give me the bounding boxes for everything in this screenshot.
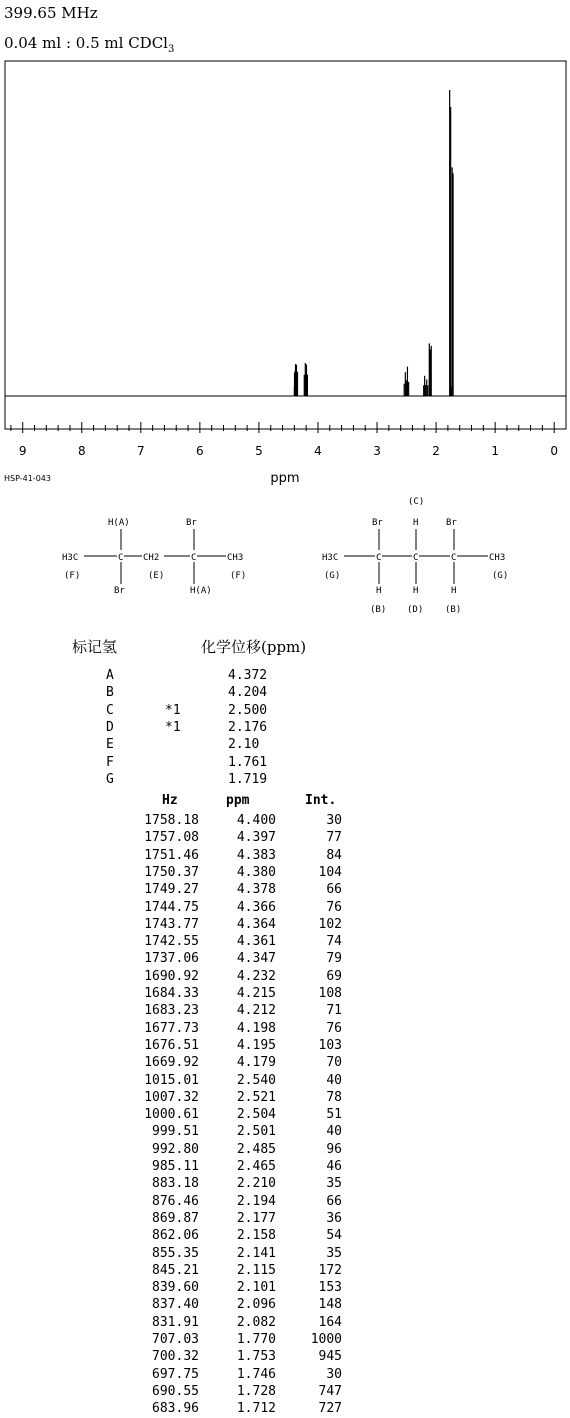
peak-ppm: 2.521 <box>236 1089 276 1105</box>
peak-ppm: 2.485 <box>236 1141 276 1157</box>
assignment-header-shift: 化学位移(ppm) <box>201 638 307 656</box>
table-row <box>0 1315 400 1332</box>
assignment-row <box>0 772 400 789</box>
x-tick-label: 5 <box>255 444 263 458</box>
peak-ppm: 4.397 <box>236 830 276 846</box>
table-row <box>0 1124 400 1141</box>
atom-h-bottom-3: H <box>451 586 457 596</box>
peak-ppm: 4.347 <box>236 951 276 967</box>
peak-ppm: 4.364 <box>236 916 276 932</box>
x-tick-label: 4 <box>314 444 322 458</box>
peak-intensity: 1000 <box>310 1332 342 1347</box>
peak-ppm: 2.096 <box>236 1297 276 1313</box>
label-g-right: (G) <box>492 571 509 581</box>
peak-hz: 862.06 <box>152 1228 199 1244</box>
peak-intensity: 51 <box>326 1107 342 1123</box>
peak-intensity: 78 <box>326 1089 342 1105</box>
peak-ppm: 2.101 <box>236 1280 276 1296</box>
peak-ppm: 2.141 <box>236 1245 276 1261</box>
label-f-right: (F) <box>230 571 247 581</box>
peak-hz: 1677.73 <box>144 1020 199 1036</box>
peak-ppm: 4.366 <box>236 899 276 915</box>
peak-intensity: 35 <box>326 1245 342 1261</box>
structure-right <box>322 497 508 615</box>
label-b-left: (B) <box>370 605 387 615</box>
peak-hz: 700.32 <box>152 1349 199 1365</box>
table-row <box>0 900 400 917</box>
peak-table-header <box>0 793 400 810</box>
peak-hz: 1751.46 <box>144 847 199 863</box>
peaks-group <box>294 90 453 396</box>
table-row <box>0 1003 400 1020</box>
table-row <box>0 1384 400 1401</box>
atom-ch3-right: CH3 <box>489 553 506 563</box>
assignment-label: E <box>106 737 114 753</box>
peak-intensity: 40 <box>326 1124 342 1140</box>
peak-intensity: 153 <box>318 1280 342 1296</box>
peak-ppm: 2.540 <box>236 1072 276 1088</box>
atom-c2-right: C <box>413 553 419 563</box>
plot-frame <box>5 61 566 429</box>
peak-intensity: 30 <box>326 813 342 828</box>
peak-ppm: 2.504 <box>236 1107 276 1123</box>
peak-hz: 855.35 <box>152 1245 199 1261</box>
label-g-left: (G) <box>324 571 341 581</box>
peak-intensity: 108 <box>318 986 342 1001</box>
peak-hz: 1690.92 <box>144 968 199 984</box>
table-row <box>0 917 400 934</box>
peak-intensity: 96 <box>326 1141 342 1157</box>
assignment-label: C <box>106 702 114 718</box>
table-row <box>0 934 400 951</box>
peak-hz: 992.80 <box>152 1141 199 1157</box>
atom-c1-right: C <box>376 553 382 563</box>
peak-hz: 697.75 <box>152 1366 199 1382</box>
peak-intensity: 70 <box>326 1055 342 1071</box>
peak-intensity: 40 <box>326 1072 342 1088</box>
peak-intensity: 66 <box>326 1193 342 1209</box>
peak-hz: 707.03 <box>152 1332 199 1347</box>
label-br-bottom-left: Br <box>114 586 125 596</box>
peak-hz: 883.18 <box>152 1176 199 1192</box>
table-row <box>0 1280 400 1297</box>
peak-ppm: 1.728 <box>236 1383 276 1399</box>
table-row <box>0 848 400 865</box>
x-tick-label: 9 <box>18 444 27 458</box>
table-row <box>0 1038 400 1055</box>
peak-ppm: 2.158 <box>236 1228 276 1244</box>
atom-h-top: H <box>413 518 419 528</box>
peak-ppm: 4.179 <box>236 1055 276 1071</box>
peak-header-1: ppm <box>226 793 250 808</box>
atom-c2-left: C <box>191 553 197 563</box>
table-row <box>0 951 400 968</box>
peak-ppm: 4.378 <box>236 882 276 898</box>
sample-subscript: 3 <box>167 44 175 55</box>
atom-h3c-left: H3C <box>62 553 79 563</box>
atom-h-bottom-2: H <box>413 586 419 596</box>
table-row <box>0 813 400 830</box>
peak-ppm: 4.215 <box>236 986 276 1001</box>
table-row <box>0 1107 400 1124</box>
peak-ppm: 1.712 <box>236 1401 276 1417</box>
assignment-shift: 4.372 <box>228 668 268 683</box>
peak-hz: 839.60 <box>152 1280 199 1296</box>
peak-header-2: Int. <box>305 793 337 808</box>
table-row <box>0 969 400 986</box>
assignment-row <box>0 703 400 720</box>
peak-hz: 869.87 <box>152 1210 199 1226</box>
peak-ppm: 1.746 <box>236 1366 276 1382</box>
peak-intensity: 35 <box>326 1176 342 1192</box>
peak-ppm: 4.232 <box>236 968 276 984</box>
table-row <box>0 1090 400 1107</box>
peak-ppm: 2.194 <box>236 1193 276 1209</box>
peak-intensity: 69 <box>326 968 342 984</box>
label-d: (D) <box>407 605 424 615</box>
table-row <box>0 986 400 1003</box>
assignment-label: B <box>106 685 114 701</box>
spectrum-code: HSP-41-043 <box>4 474 51 483</box>
atom-c1-left: C <box>118 553 124 563</box>
peak-hz: 1669.92 <box>144 1055 199 1071</box>
peak-ppm: 4.212 <box>236 1003 276 1019</box>
x-tick-label: 0 <box>550 444 559 458</box>
table-row <box>0 882 400 899</box>
peak-ppm: 2.465 <box>236 1159 276 1174</box>
assignment-shift: 4.204 <box>228 685 268 701</box>
peak-intensity: 104 <box>318 864 342 880</box>
table-row <box>0 1349 400 1366</box>
assignment-shift: 1.719 <box>228 771 268 787</box>
sample-text: 0.04 ml : 0.5 ml CDCl <box>4 34 168 52</box>
atom-br-top-1: Br <box>372 518 383 528</box>
peak-intensity: 76 <box>326 899 342 915</box>
x-axis-tick-labels <box>19 444 558 458</box>
table-row <box>0 1246 400 1263</box>
peak-intensity: 148 <box>318 1297 342 1313</box>
molecular-structures <box>0 490 570 630</box>
spectrometer-frequency: 399.65 MHz <box>4 4 98 22</box>
atom-br-top-2: Br <box>446 518 457 528</box>
peak-hz: 831.91 <box>152 1314 199 1330</box>
assignment-shift: 2.10 <box>228 737 260 753</box>
structure-left <box>62 518 246 596</box>
peak-intensity: 102 <box>318 916 342 932</box>
assignment-row <box>0 720 400 737</box>
peak-ppm: 2.177 <box>236 1210 276 1226</box>
peak-hz: 1749.27 <box>144 882 199 898</box>
atom-ch2: CH2 <box>143 553 160 563</box>
atom-ch3-left: CH3 <box>227 553 244 563</box>
x-axis-ticks <box>11 422 554 433</box>
label-c: (C) <box>408 497 425 507</box>
label-b-right: (B) <box>445 605 462 615</box>
assignment-row <box>0 737 400 754</box>
peak-intensity: 164 <box>318 1314 342 1330</box>
peak-intensity: 36 <box>326 1210 342 1226</box>
assignment-label: F <box>106 754 114 770</box>
x-tick-label: 3 <box>373 444 381 458</box>
table-row <box>0 1194 400 1211</box>
peak-intensity: 71 <box>326 1003 342 1019</box>
peak-hz: 1676.51 <box>144 1037 199 1053</box>
x-tick-label: 2 <box>432 444 440 458</box>
table-row <box>0 1263 400 1280</box>
table-row <box>0 1073 400 1090</box>
label-br-top-left: Br <box>186 518 197 528</box>
peak-intensity: 172 <box>318 1262 342 1278</box>
peak-intensity: 30 <box>326 1366 342 1382</box>
assignment-shift: 2.176 <box>228 719 268 735</box>
peak-ppm: 4.380 <box>236 864 276 880</box>
label-h-a-top: H(A) <box>108 518 130 528</box>
table-row <box>0 1176 400 1193</box>
peak-intensity: 727 <box>318 1401 342 1417</box>
x-tick-label: 6 <box>196 444 204 458</box>
peak-ppm: 1.770 <box>236 1332 276 1347</box>
label-f-left: (F) <box>64 571 81 581</box>
peak-hz: 1750.37 <box>144 864 199 880</box>
peak-hz: 690.55 <box>152 1383 199 1399</box>
peak-intensity: 46 <box>326 1159 342 1174</box>
peak-ppm: 2.115 <box>236 1262 276 1278</box>
nmr-spectrum-chart <box>0 0 570 500</box>
peak-ppm: 4.195 <box>236 1037 276 1053</box>
peak-intensity: 103 <box>318 1037 342 1053</box>
atom-h3c-right: H3C <box>322 553 339 563</box>
assignment-row <box>0 755 400 772</box>
peak-hz: 837.40 <box>152 1297 199 1313</box>
x-tick-label: 7 <box>137 444 145 458</box>
peak-hz: 876.46 <box>152 1193 199 1209</box>
table-row <box>0 865 400 882</box>
peak-hz: 1737.06 <box>144 951 199 967</box>
peak-intensity: 54 <box>326 1228 342 1244</box>
peak-ppm: 2.210 <box>236 1176 276 1192</box>
table-row <box>0 1401 400 1418</box>
peak-hz: 1744.75 <box>144 899 199 915</box>
peak-ppm: 4.198 <box>236 1020 276 1036</box>
table-row <box>0 1228 400 1245</box>
peak-intensity: 84 <box>326 847 342 863</box>
peak-intensity: 747 <box>318 1383 342 1399</box>
peak-intensity: 66 <box>326 882 342 898</box>
peak-intensity: 77 <box>326 830 342 846</box>
assignment-row <box>0 685 400 702</box>
peak-ppm: 4.400 <box>236 813 276 828</box>
peak-ppm: 2.082 <box>236 1314 276 1330</box>
assignment-shift: 2.500 <box>228 702 268 718</box>
peak-ppm: 2.501 <box>236 1124 276 1140</box>
peak-hz: 1683.23 <box>144 1003 199 1019</box>
assignment-label: A <box>106 668 114 683</box>
atom-h-bottom-1: H <box>376 586 382 596</box>
peak-intensity: 76 <box>326 1020 342 1036</box>
peak-intensity: 74 <box>326 934 342 950</box>
assignment-label: G <box>106 771 114 787</box>
atom-c3-right: C <box>451 553 457 563</box>
peak-hz: 1742.55 <box>144 934 199 950</box>
peak-header-0: Hz <box>162 793 178 808</box>
table-row <box>0 1021 400 1038</box>
peak-ppm: 1.753 <box>236 1349 276 1365</box>
table-row <box>0 830 400 847</box>
table-row <box>0 1211 400 1228</box>
assignment-row <box>0 668 400 685</box>
x-tick-label: 8 <box>77 444 86 458</box>
peak-hz: 845.21 <box>152 1262 199 1278</box>
table-row <box>0 1159 400 1176</box>
peak-ppm: 4.361 <box>236 934 276 950</box>
assignment-note: *1 <box>165 719 181 735</box>
peak-hz: 985.11 <box>152 1159 199 1174</box>
peak-hz: 1007.32 <box>144 1089 199 1105</box>
peak-intensity: 945 <box>318 1349 342 1365</box>
table-row <box>0 1332 400 1349</box>
peak-hz: 683.96 <box>152 1401 199 1417</box>
peak-hz: 1015.01 <box>144 1072 199 1088</box>
peak-intensity: 79 <box>326 951 342 967</box>
peak-hz: 1757.08 <box>144 830 199 846</box>
table-row <box>0 1055 400 1072</box>
assignment-label: D <box>106 719 114 735</box>
x-axis-label: ppm <box>270 471 300 486</box>
assignment-shift: 1.761 <box>228 754 268 770</box>
peak-hz: 1000.61 <box>144 1107 199 1123</box>
peak-hz: 1684.33 <box>144 986 199 1001</box>
peak-hz: 1743.77 <box>144 916 199 932</box>
table-row <box>0 1297 400 1314</box>
peak-ppm: 4.383 <box>236 847 276 863</box>
label-e: (E) <box>148 571 165 581</box>
label-h-a-bottom: H(A) <box>190 586 212 596</box>
peak-hz: 1758.18 <box>144 813 199 828</box>
x-tick-label: 1 <box>491 444 499 458</box>
assignment-note: *1 <box>165 702 181 718</box>
table-row <box>0 1367 400 1384</box>
peak-hz: 999.51 <box>152 1124 199 1140</box>
assignment-header-label: 标记氢 <box>72 638 118 656</box>
table-row <box>0 1142 400 1159</box>
